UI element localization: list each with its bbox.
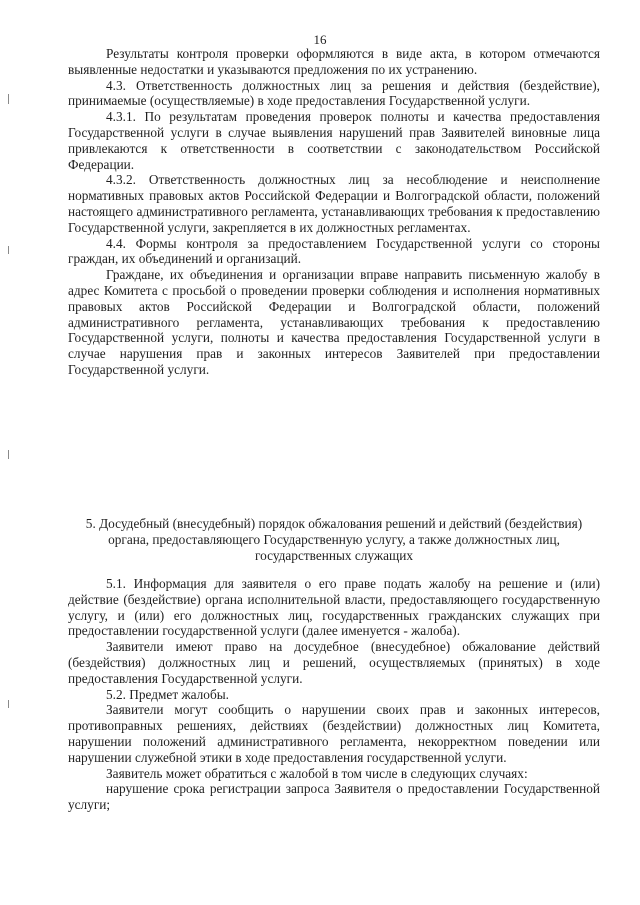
paragraph: 4.3. Ответственность должностных лиц за решения и действия (бездействие), принимаемые (осуществляемые) в ходе предоставления Государственной услуги. xyxy=(68,77,600,109)
section-4-body xyxy=(68,46,600,378)
paragraph: 4.3.2. Ответственность должностных лиц за несоблюдение и неисполнение нормативных правовых актов Российской Федерации и Волгоградской области, положений настоящего административного регламента, устанавливающих требования к предоставлению Государственной услуги, закрепляется в их должностных регламентах. xyxy=(68,172,600,235)
paragraph: 5.1. Информация для заявителя о его праве подать жалобу на решение и (или) действие (бездействие) органа исполнительной власти, предоставляющего государственную услугу, и (или) его должностных лиц, государственных гражданских служащих при предоставлении государственной услуги (далее именуется - жалоба). xyxy=(68,576,600,639)
scan-edge-mark xyxy=(8,246,9,254)
paragraph: 5.2. Предмет жалобы. xyxy=(106,686,229,702)
page-number: 16 xyxy=(313,32,327,47)
scan-edge-mark xyxy=(8,94,9,104)
paragraph: нарушение срока регистрации запроса Заявителя о предоставлении Государственной услуги; xyxy=(68,781,600,813)
section-5-body xyxy=(68,576,600,813)
paragraph: Заявители могут сообщить о нарушении своих прав и законных интересов, противоправных решениях, действиях (бездействии) должностных лиц Комитета, нарушении положений административного регламента, некорректном поведении или нарушении служебной этики в ходе предоставления государственной услуги. xyxy=(68,702,600,765)
scan-edge-mark xyxy=(8,450,9,459)
paragraph: Результаты контроля проверки оформляются в виде акта, в котором отмечаются выявленные недостатки и указываются предложения по их устранению. xyxy=(68,46,600,77)
section-heading: 5. Досудебный (внесудебный) порядок обжалования решений и действий (бездействия) органа, предоставляющего Государственную услугу, а также должностных лиц, государственных служащих xyxy=(85,516,583,563)
paragraph: 4.4. Формы контроля за предоставлением Государственной услуги со стороны граждан, их объединений и организаций. xyxy=(68,235,600,267)
paragraph: Граждане, их объединения и организации вправе направить письменную жалобу в адрес Комитета с просьбой о проведении проверки соблюдения и исполнения нормативных правовых актов Российской Федерации и Волгоградской области, положений административного регламента, устанавливающих требования к предоставлению Государственной услуги, полноты и качества предоставления Государственной услуги в случае нарушения прав и законных интересов Заявителей при предоставлении Государственной услуги. xyxy=(68,267,600,377)
paragraph: 4.3.1. По результатам проведения проверок полноты и качества предоставления Государственной услуги в случае выявления нарушений прав Заявителей виновные лица привлекаются к ответственности в соответствии с законодательством Российской Федерации. xyxy=(68,109,600,172)
scan-edge-mark xyxy=(8,700,9,708)
paragraph: Заявители имеют право на досудебное (внесудебное) обжалование действий (бездействия) должностных лиц и решений, осуществляемых (принятых) в ходе предоставления Государственной услуги. xyxy=(68,639,600,686)
paragraph: Заявитель может обратиться с жалобой в том числе в следующих случаях: xyxy=(106,765,528,781)
